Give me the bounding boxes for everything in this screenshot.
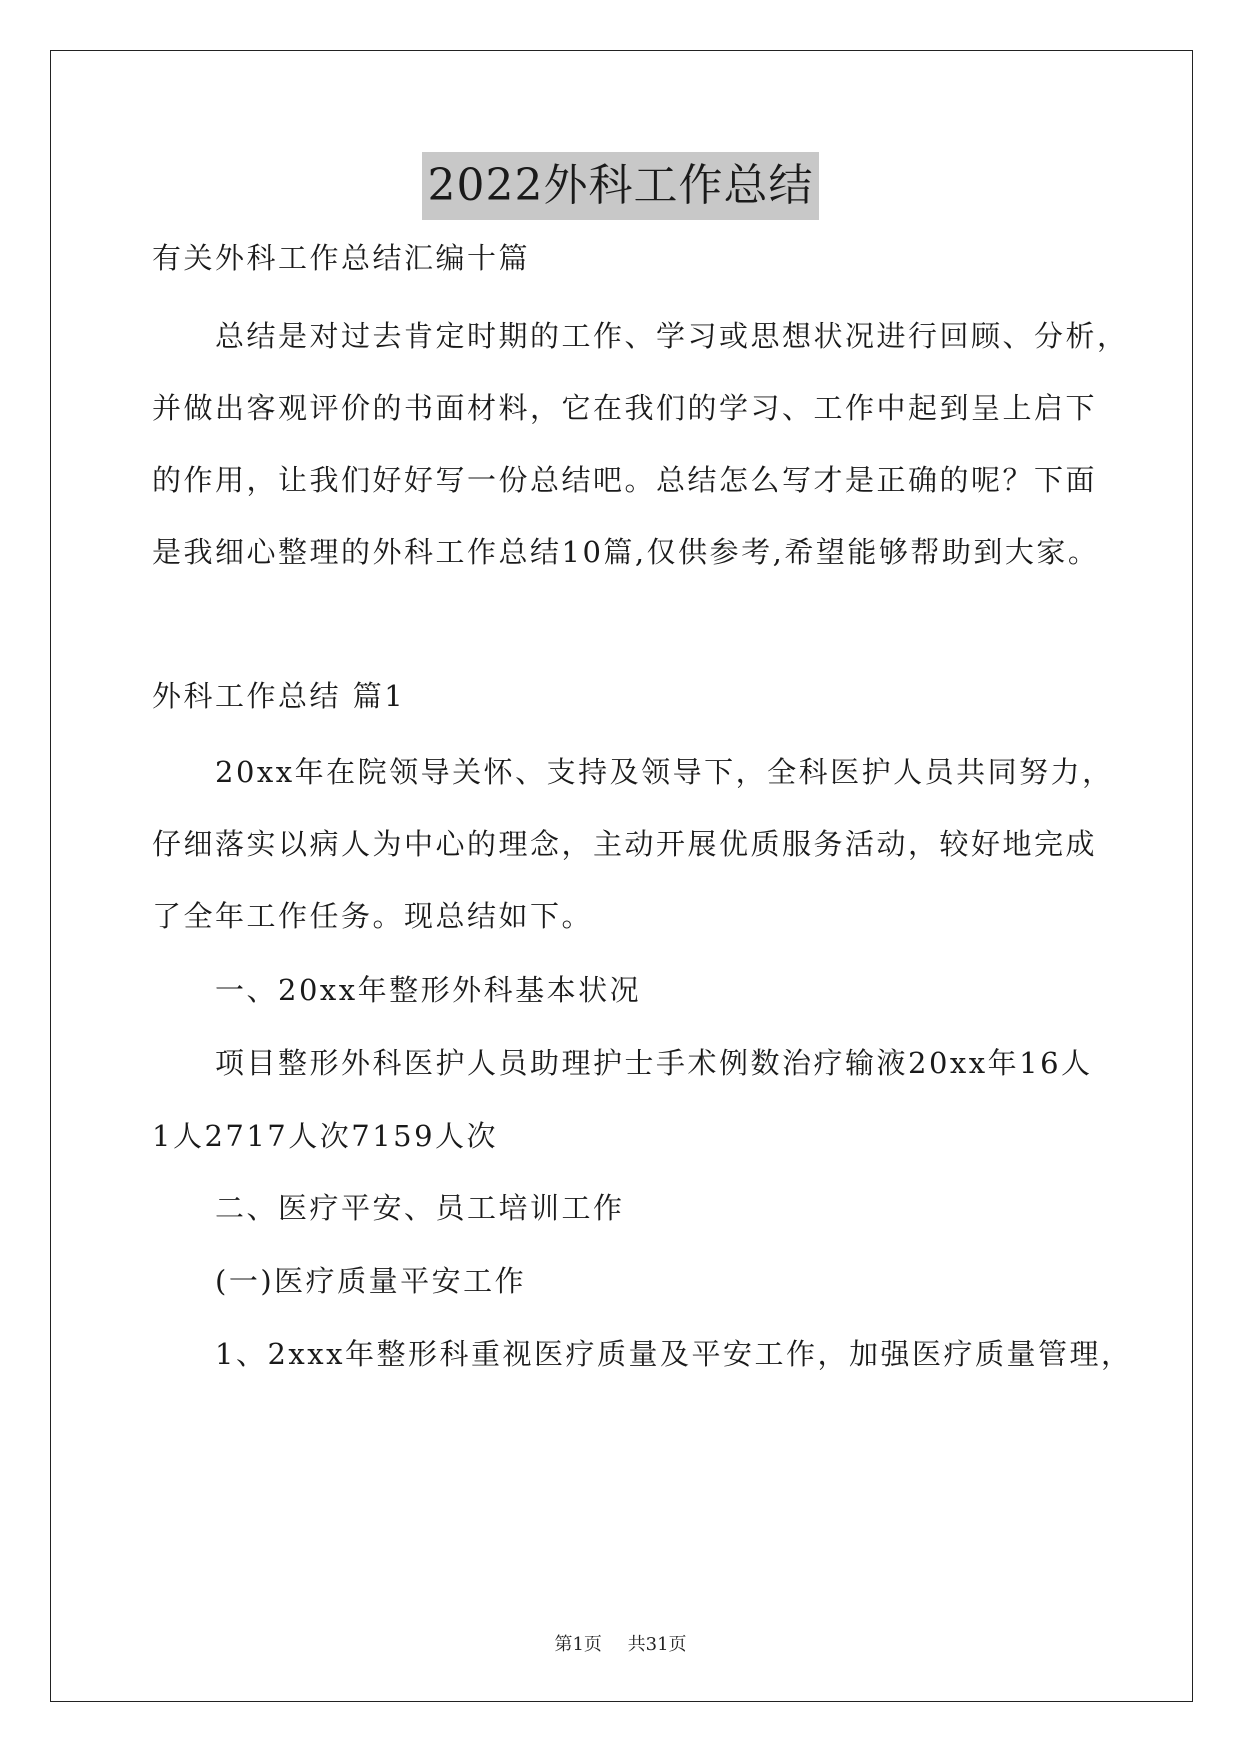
- paragraph-line: 了全年工作任务。现总结如下。: [152, 899, 594, 933]
- document-title: 2022外科工作总结: [422, 152, 820, 220]
- page-border: [50, 50, 1193, 1702]
- page-total: 共31页: [627, 1634, 687, 1655]
- paragraph-line: 仔细落实以病人为中心的理念，主动开展优质服务活动，较好地完成: [152, 827, 1098, 861]
- title-container: [0, 152, 1241, 220]
- paragraph-line: 20xx年在院领导关怀、支持及领导下，全科医护人员共同努力，: [215, 755, 1114, 789]
- paragraph-line: 并做出客观评价的书面材料，它在我们的学习、工作中起到呈上启下: [152, 391, 1098, 425]
- paragraph-line: 总结是对过去肯定时期的工作、学习或思想状况进行回顾、分析，: [215, 319, 1129, 353]
- subtitle-line: 有关外科工作总结汇编十篇: [152, 241, 531, 275]
- paragraph-line: 是我细心整理的外科工作总结10篇,仅供参考,希望能够帮助到大家。: [152, 535, 1100, 569]
- paragraph-line: 二、医疗平安、员工培训工作: [215, 1191, 625, 1225]
- section-heading: 外科工作总结 篇1: [152, 679, 406, 713]
- paragraph-line: 一、20xx年整形外科基本状况: [215, 973, 642, 1007]
- page-footer: [0, 1630, 1241, 1656]
- page-number: 第1页: [554, 1634, 602, 1655]
- paragraph-line: (一)医疗质量平安工作: [215, 1264, 527, 1298]
- paragraph-line: 项目整形外科医护人员助理护士手术例数治疗输液20xx年16人: [215, 1046, 1093, 1080]
- paragraph-line: 的作用，让我们好好写一份总结吧。总结怎么写才是正确的呢？下面: [152, 463, 1098, 497]
- paragraph-line: 1、2xxx年整形科重视医疗质量及平安工作，加强医疗质量管理，: [215, 1337, 1133, 1371]
- paragraph-line: 1人2717人次7159人次: [152, 1119, 499, 1153]
